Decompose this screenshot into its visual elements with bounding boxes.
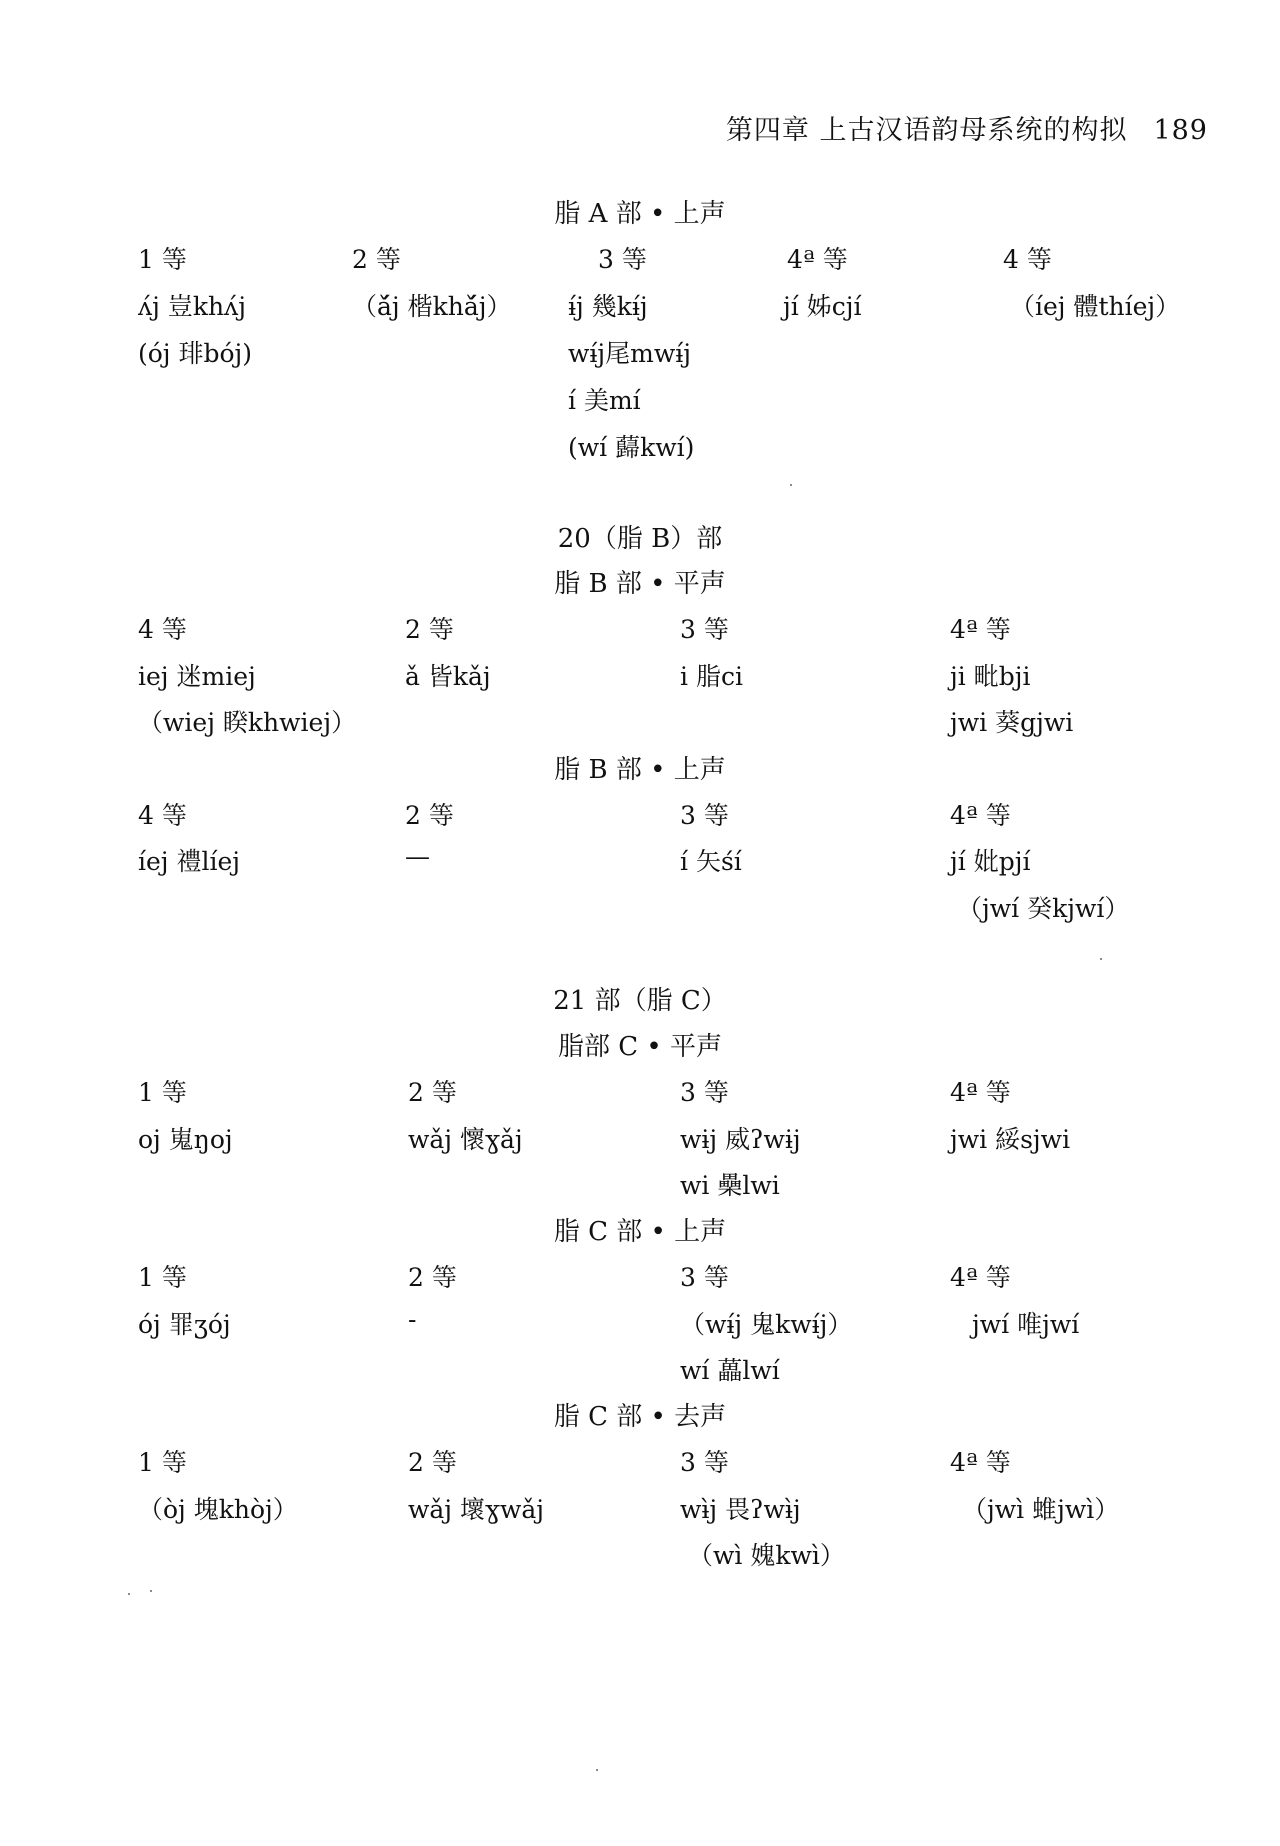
reconstruction-entry: （òj 塊khòj） bbox=[138, 1495, 298, 1524]
reconstruction-entry: - bbox=[408, 1305, 417, 1334]
scan-speck bbox=[790, 484, 792, 486]
table-row bbox=[0, 334, 1280, 380]
grade-header: 1 等 bbox=[138, 1448, 187, 1477]
table-header-row bbox=[0, 1073, 1280, 1119]
reconstruction-entry: （wɨ́j 鬼kwɨ́j） bbox=[680, 1310, 853, 1339]
grade-header: 3 等 bbox=[680, 615, 729, 644]
reconstruction-entry: wǎj 懷ɣǎj bbox=[408, 1125, 523, 1154]
grade-header: 2 等 bbox=[408, 1263, 457, 1292]
grade-header: 1 等 bbox=[138, 245, 187, 274]
table-row bbox=[0, 1490, 1280, 1536]
grade-header: 4ª 等 bbox=[950, 801, 1011, 830]
reconstruction-entry: i 脂ci bbox=[680, 662, 743, 691]
grade-header: 3 等 bbox=[680, 801, 729, 830]
reconstruction-entry: wɨ̀j 畏ʔwɨ̀j bbox=[680, 1495, 801, 1524]
reconstruction-entry: wí 藟lwí bbox=[680, 1356, 780, 1385]
grade-header: 4ª 等 bbox=[787, 245, 848, 274]
reconstruction-entry: oj 嵬ŋoj bbox=[138, 1125, 233, 1154]
grade-header: 3 等 bbox=[680, 1078, 729, 1107]
table-row bbox=[0, 657, 1280, 703]
reconstruction-entry: íej 禮líej bbox=[138, 847, 241, 876]
reconstruction-entry: ʌ́j 豈khʌ́j bbox=[138, 292, 246, 321]
grade-header: 2 等 bbox=[408, 1448, 457, 1477]
reconstruction-entry: （wiej 睽khwiej） bbox=[138, 708, 357, 737]
table-row bbox=[0, 1536, 1280, 1582]
reconstruction-entry: (wí 蘬kwí) bbox=[568, 433, 695, 462]
section-title: 脂 C 部 • 去声 bbox=[553, 1402, 727, 1432]
page-number: 189 bbox=[1153, 115, 1208, 146]
section-title: 脂 B 部 • 上声 bbox=[554, 755, 726, 785]
table-header-row bbox=[0, 1443, 1280, 1489]
reconstruction-entry: （wì 媿kwì） bbox=[688, 1541, 845, 1570]
grade-header: 2 等 bbox=[405, 801, 454, 830]
scan-speck bbox=[1100, 958, 1102, 960]
grade-header: 2 等 bbox=[405, 615, 454, 644]
section-title: 脂部 C • 平声 bbox=[557, 1032, 723, 1062]
grade-header: 4ª 等 bbox=[950, 1448, 1011, 1477]
reconstruction-entry: ój 罪ʒój bbox=[138, 1310, 231, 1339]
reconstruction-entry: wɨ́j尾mwɨ́j bbox=[568, 339, 691, 368]
reconstruction-entry: ǎ 皆kǎj bbox=[405, 662, 491, 691]
grade-header: 1 等 bbox=[138, 1263, 187, 1292]
grade-header: 2 等 bbox=[352, 245, 401, 274]
table-row bbox=[0, 1351, 1280, 1397]
reconstruction-entry: jwí 唯jwí bbox=[972, 1310, 1080, 1339]
reconstruction-entry: jwi 葵gjwi bbox=[950, 708, 1074, 737]
reconstruction-entry: ji 毗bji bbox=[950, 662, 1031, 691]
reconstruction-entry: (ój 琲bój) bbox=[138, 339, 253, 368]
reconstruction-entry: wɨj 威ʔwɨj bbox=[680, 1125, 801, 1154]
grade-header: 1 等 bbox=[138, 1078, 187, 1107]
grade-header: 4ª 等 bbox=[950, 1078, 1011, 1107]
running-header bbox=[726, 108, 1208, 147]
grade-header: 4ª 等 bbox=[950, 1263, 1011, 1292]
grade-header: 4 等 bbox=[138, 615, 187, 644]
section-title: 脂 B 部 • 平声 bbox=[554, 569, 726, 599]
table-header-row bbox=[0, 1258, 1280, 1304]
reconstruction-entry: iej 迷miej bbox=[138, 662, 256, 691]
reconstruction-entry: wǎj 壞ɣwǎj bbox=[408, 1495, 545, 1524]
chapter-title: 第四章 上古汉语韵母系统的构拟 bbox=[725, 115, 1128, 146]
table-row bbox=[0, 1166, 1280, 1212]
table-row bbox=[0, 428, 1280, 474]
grade-header: 4 等 bbox=[1003, 245, 1052, 274]
table-row bbox=[0, 889, 1280, 935]
reconstruction-entry: （ǎ́j 楷khǎ́j） bbox=[352, 292, 512, 321]
section-heading: 21 部（脂 C） bbox=[553, 986, 727, 1016]
scan-speck bbox=[128, 1593, 130, 1595]
reconstruction-entry: （jwí 癸kjwí） bbox=[957, 894, 1130, 923]
section-title: 脂 C 部 • 上声 bbox=[553, 1217, 727, 1247]
grade-header: 3 等 bbox=[598, 245, 647, 274]
table-header-row bbox=[0, 610, 1280, 656]
section-heading: 20（脂 B）部 bbox=[557, 524, 723, 554]
table-row bbox=[0, 287, 1280, 333]
grade-header: 4 等 bbox=[138, 801, 187, 830]
grade-header: 3 等 bbox=[680, 1448, 729, 1477]
grade-header: 3 等 bbox=[680, 1263, 729, 1292]
scan-speck bbox=[150, 1590, 152, 1592]
reconstruction-entry: jí 姊cjí bbox=[783, 292, 862, 321]
reconstruction-entry: jí 妣pjí bbox=[950, 847, 1031, 876]
grade-header: 4ª 等 bbox=[950, 615, 1011, 644]
grade-header: 2 等 bbox=[408, 1078, 457, 1107]
reconstruction-entry: （jwì 蜼jwì） bbox=[962, 1495, 1120, 1524]
table-header-row bbox=[0, 796, 1280, 842]
reconstruction-entry: í 美mí bbox=[568, 386, 641, 415]
table-row bbox=[0, 842, 1280, 888]
reconstruction-entry: wi 櫐lwi bbox=[680, 1171, 780, 1200]
table-row bbox=[0, 381, 1280, 427]
reconstruction-entry: ɨ́j 幾kɨ́j bbox=[568, 292, 648, 321]
reconstruction-entry: í 矢śí bbox=[680, 847, 742, 876]
reconstruction-entry: （íej 體thíej） bbox=[1010, 292, 1181, 321]
table-row bbox=[0, 703, 1280, 749]
table-row bbox=[0, 1120, 1280, 1166]
table-row bbox=[0, 1305, 1280, 1351]
scan-speck bbox=[596, 1769, 598, 1771]
reconstruction-entry: — bbox=[405, 842, 430, 871]
reconstruction-entry: jwi 綏sjwi bbox=[950, 1125, 1071, 1154]
table-header-row bbox=[0, 240, 1280, 286]
section-title: 脂 A 部 • 上声 bbox=[554, 199, 726, 229]
